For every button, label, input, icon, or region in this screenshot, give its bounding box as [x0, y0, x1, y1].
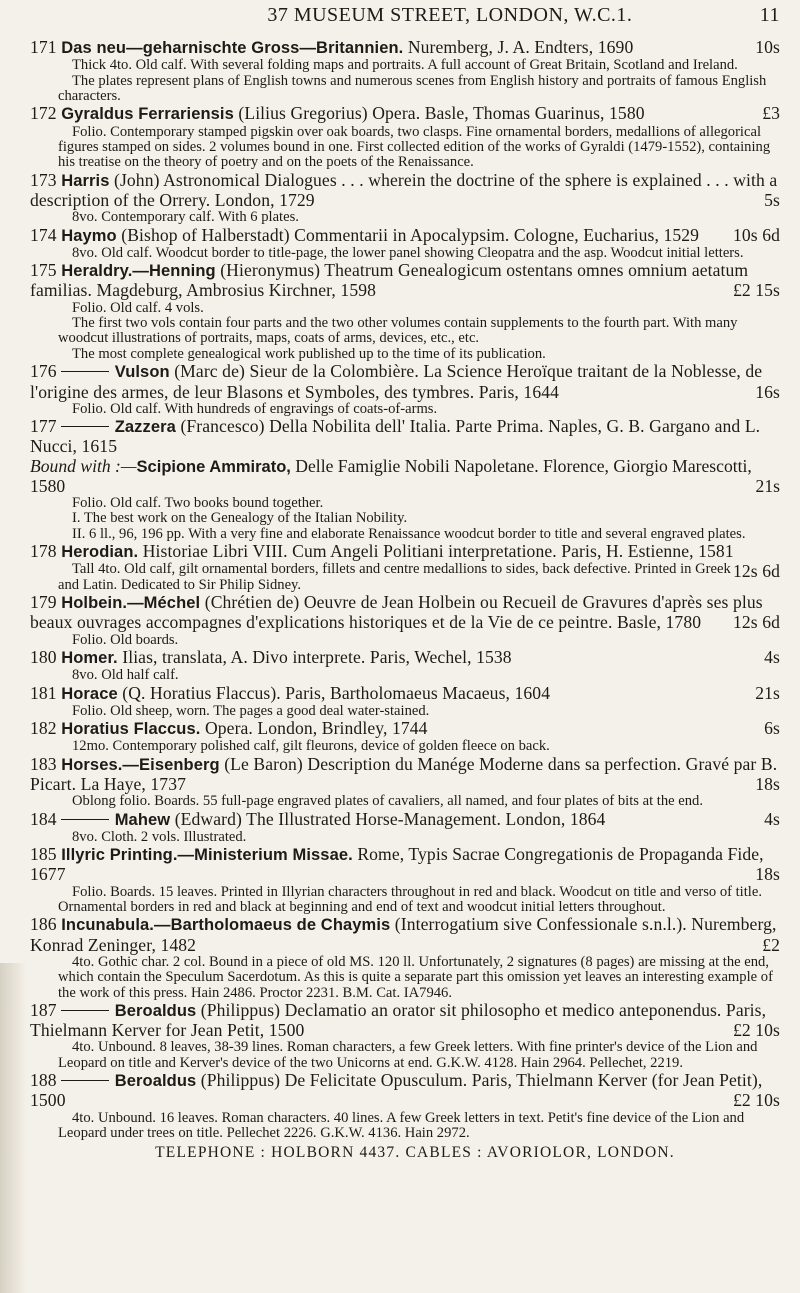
entry-description: 4to. Gothic char. 2 col. Bound in a piece of old MS. 120 ll. Unfortunately, 2 signatures (8 pages) are missing at the end, which contain the Speculum Sacerdotum. As this is quite a separate part this omission yet leaves an interesting example of the work of this press. Hain 2486. Proctor 2231. B.M. Cat. IA7946. — [58, 953, 773, 1001]
entry-number: 176 — [30, 361, 57, 382]
entry-title-imprint: (Bishop of Halberstadt) Commentarii in Apocalypsim. Cologne, Eucharius, 1529 — [121, 224, 700, 245]
entry-number: 188 — [30, 1070, 57, 1091]
entry-author-name: Mahew — [114, 810, 171, 829]
page-edge-shadow — [0, 963, 26, 1293]
entry-number: 185 — [30, 844, 57, 865]
entry-author-name: Illyric Printing.—Ministerium Missae. — [61, 846, 353, 865]
entry-title-imprint: (Edward) The Illustrated Horse-Management. London, 1864 — [174, 808, 606, 829]
entry-title-imprint: (Philippus) Declamatio an orator sit philosopho et medico anteponendus. Paris, Thielmann Kerver for Jean Petit, 1500 — [30, 1000, 767, 1041]
catalogue-entry — [30, 755, 780, 810]
entry-number: 179 — [30, 592, 57, 613]
entry-author-name: Incunabula.—Bartholomaeus de Chaymis — [61, 916, 391, 935]
entry-number: 175 — [30, 260, 57, 281]
entry-title-imprint: (Philippus) De Felicitate Opusculum. Paris, Thielmann Kerver (for Jean Petit), 1500 — [30, 1070, 763, 1111]
entry-number: 186 — [30, 914, 57, 935]
entry-author-name: Horace — [61, 684, 118, 703]
entry-heading — [30, 684, 780, 704]
entry-price: 4s — [764, 808, 780, 829]
entry-price: 18s — [755, 774, 780, 794]
catalogue-entry — [30, 226, 780, 262]
catalogue-page — [30, 0, 780, 1162]
entry-price: 12s 6d — [732, 612, 780, 633]
entry-heading — [30, 755, 780, 794]
catalogue-entry — [30, 1001, 780, 1071]
entry-description: Folio. Old sheep, worn. The pages a good deal water-stained. — [72, 702, 430, 719]
entry-description: Tall 4to. Old calf, gilt ornamental borders, fillets and centre medallions to sides, back defective. Printed in Greek and Latin. Dedicated to Sir Philip Sidney. — [58, 561, 731, 593]
catalogue-entry — [30, 648, 780, 684]
entry-title-imprint: (Le Baron) Description du Manége Moderne dans sa perfection. Gravé par B. Picart. La Haye, 1737 — [30, 753, 778, 794]
entry-price: 18s — [755, 864, 780, 885]
catalogue-entry — [30, 362, 780, 417]
entry-number: 177 — [30, 416, 57, 437]
entry-title-imprint: Nuremberg, J. A. Endters, 1690 — [407, 37, 634, 57]
ditto-rule — [61, 1080, 109, 1081]
entry-price: 5s — [764, 190, 780, 211]
entry-heading — [30, 1071, 780, 1110]
entry-title-imprint: (Lilius Gregorius) Opera. Basle, Thomas Guarinus, 1580 — [238, 103, 645, 124]
entry-author-name: Heraldry.—Henning — [61, 262, 216, 281]
entry-author-name: Das neu—geharnischte Gross—Britannien. — [61, 39, 404, 57]
catalogue-entry — [30, 171, 780, 226]
entry-description: 8vo. Old calf. Woodcut border to title-page, the lower panel showing Cleopatra and the asp. Woodcut initial letters. — [72, 244, 744, 261]
catalogue-entries — [30, 38, 780, 1142]
entry-title-imprint: (John) Astronomical Dialogues . . . wherein the doctrine of the sphere is explained . . . with a description of the Orrery. London, 1729 — [30, 169, 778, 211]
entry-price: 16s — [755, 381, 780, 402]
catalogue-entry — [30, 417, 780, 542]
entry-description: II. 6 ll., 96, 196 pp. With a very fine and elaborate Renaissance woodcut border to title and several engraved plates. — [72, 525, 746, 542]
entry-description: The plates represent plans of English towns and numerous scenes from English history and portraits of famous English characters. — [58, 72, 767, 105]
entry-description: The first two vols contain four parts and the two other volumes contain supplements to the fourth part. With many woodcut illustrations of portraits, maps, coats of arms, devices, etc., etc. — [58, 315, 738, 347]
entry-description: Folio. Old calf. Two books bound together. — [72, 494, 324, 511]
ditto-rule — [61, 426, 109, 427]
entry-price: 4s — [764, 646, 780, 667]
entry-heading — [30, 104, 780, 124]
entry-title-imprint: Opera. London, Brindley, 1744 — [204, 718, 428, 739]
entry-description: 4to. Unbound. 8 leaves, 38-39 lines. Roman characters, a few Greek letters. With fine printer's device of the Lion and Leopard on title and Kerver's device of the two Unicorns at end. G.K.W. 4128. Hain 2964. Pellechet, 2219. — [58, 1039, 758, 1071]
entry-description: 8vo. Cloth. 2 vols. Illustrated. — [72, 828, 247, 845]
entry-author-name: Herodian. — [61, 543, 139, 562]
entry-heading — [30, 1001, 780, 1040]
entry-title-imprint: (Marc de) Sieur de la Colombière. La Science Heroïque traitant de la Noblesse, de l'origine des armes, de leur Blasons et Symboles, des tymbres. Paris, 1644 — [30, 361, 763, 402]
entry-author-name: Harris — [61, 171, 110, 190]
entry-heading — [30, 226, 780, 246]
entry-author-name: Horses.—Eisenberg — [61, 755, 220, 774]
entry-author-name: Beroaldus — [114, 1002, 197, 1021]
page-number: 11 — [759, 4, 780, 26]
catalogue-entry — [30, 261, 780, 362]
entry-number: 171 — [30, 37, 57, 57]
entry-price: £2 15s — [732, 280, 780, 301]
entry-heading — [30, 362, 780, 401]
page-header — [30, 4, 780, 38]
entry-description: 12mo. Contemporary polished calf, gilt fleurons, device of golden fleece on back. — [72, 738, 550, 755]
entry-price: 10s 6d — [732, 224, 780, 245]
entry-number: 187 — [30, 1000, 57, 1021]
bound-with-label: Bound with :— — [30, 455, 137, 476]
catalogue-entry — [30, 38, 780, 104]
entry-title-imprint: (Francesco) Della Nobilita dell' Italia. Parte Prima. Naples, G. B. Gargano and L. Nucci, 1615 — [30, 416, 761, 457]
ditto-rule — [61, 819, 109, 820]
entry-description: Folio. Contemporary stamped pigskin over oak boards, two clasps. Fine ornamental borders, medallions of allegorical figures stamped on sides. 2 volumes bound in one. First collected edition of the works of Gyraldi (1479-1552), containing his treatise on the theory of poetry and on the poets of the Renaissance. — [58, 123, 771, 171]
entry-author-name: Gyraldus Ferrariensis — [61, 105, 234, 124]
entry-description: Oblong folio. Boards. 55 full-page engraved plates of cavaliers, all named, and four plates of bits at the end. — [72, 793, 703, 810]
catalogue-entry — [30, 915, 780, 1001]
entry-title-imprint: (Chrétien de) Oeuvre de Jean Holbein ou Recueil de Gravures d'après ses plus beaux ouvrages accompagnes d'explications historiques et de la Vie de ce peintre. Basle, 1780 — [30, 592, 763, 633]
entry-author-name: Haymo — [61, 226, 117, 245]
entry-heading — [30, 915, 780, 954]
entry-heading — [30, 593, 780, 632]
entry-description: I. The best work on the Genealogy of the Italian Nobility. — [72, 510, 408, 527]
entry-description: 8vo. Old half calf. — [72, 667, 179, 684]
entry-author-name: Beroaldus — [114, 1072, 197, 1091]
ditto-rule — [61, 371, 109, 372]
entry-price: £2 10s — [732, 1090, 780, 1111]
entry-title-imprint: Ilias, translata, A. Divo interprete. Paris, Wechel, 1538 — [122, 646, 512, 667]
entry-heading — [30, 171, 780, 210]
entry-price: 21s — [755, 475, 780, 496]
entry-title-imprint: Historiae Libri VIII. Cum Angeli Politiani interpretatione. Paris, H. Estienne, 1581 — [142, 541, 734, 562]
entry-heading — [30, 845, 780, 884]
entry-price: 21s — [755, 682, 780, 703]
catalogue-entry — [30, 810, 780, 846]
entry-description: 4to. Unbound. 16 leaves. Roman characters. 40 lines. A few Greek letters in text. Petit's fine device of the Lion and Leopard under trees on title. Pellechet 2226. G.K.W. 4136. Hain 2972. — [58, 1109, 745, 1142]
entry-heading — [30, 810, 780, 830]
entry-title-imprint: (Interrogatium sive Confessionale s.n.l.). Nuremberg, Konrad Zeninger, 1482 — [30, 914, 777, 955]
entry-price: £3 — [762, 103, 780, 124]
bound-with-author: Scipione Ammirato, — [136, 457, 291, 476]
catalogue-entry — [30, 719, 780, 755]
entry-author-name: Horatius Flaccus. — [61, 720, 201, 739]
catalogue-entry — [30, 684, 780, 720]
bound-with-title: Delle Famiglie Nobili Napoletane. Florence, Giorgio Marescotti, 1580 — [30, 455, 752, 496]
entry-number: 183 — [30, 753, 57, 774]
entry-number: 172 — [30, 103, 57, 124]
entry-description: Thick 4to. Old calf. With several folding maps and portraits. A full account of Great Britain, Scotland and Ireland. — [72, 57, 738, 74]
entry-heading — [30, 38, 780, 58]
entry-description: Folio. Old boards. — [72, 631, 179, 648]
entry-description: 8vo. Contemporary calf. With 6 plates. — [72, 209, 299, 226]
entry-author-name: Vulson — [114, 363, 170, 382]
entry-price: £2 10s — [732, 1020, 780, 1041]
entry-title-imprint: (Hieronymus) Theatrum Genealogicum ostentans omnes omnium aetatum familias. Magdeburg, Ambrosius Kirchner, 1598 — [30, 260, 749, 301]
entry-heading — [30, 648, 780, 668]
entry-price: £2 — [762, 934, 780, 955]
catalogue-entry — [30, 542, 780, 593]
entry-description: The most complete genealogical work published up to the time of its publication. — [72, 345, 546, 362]
catalogue-entry — [30, 104, 780, 170]
entry-number: 184 — [30, 808, 57, 829]
catalogue-entry — [30, 845, 780, 915]
catalogue-entry — [30, 1071, 780, 1141]
entry-price: 6s — [764, 718, 780, 739]
entry-number: 173 — [30, 169, 57, 190]
entry-number: 182 — [30, 718, 57, 739]
entry-number: 181 — [30, 682, 57, 703]
entry-heading — [30, 417, 780, 456]
entry-price: 12s 6d — [732, 561, 780, 582]
entry-price: 10s — [755, 37, 780, 57]
entry-heading — [30, 261, 780, 300]
bound-with-line — [30, 457, 780, 496]
entry-description: Folio. Old calf. With hundreds of engravings of coats-of-arms. — [72, 400, 438, 417]
entry-description: Folio. Boards. 15 leaves. Printed in Illyrian characters throughout in red and black. Woodcut on title and verso of title. Ornamental borders in red and black at beginning and end of text and woodcut initial letters throughout. — [58, 883, 762, 916]
entry-author-name: Homer. — [61, 648, 118, 667]
page-footer-contact: TELEPHONE : HOLBORN 4437. CABLES : AVORIOLOR, LONDON. — [155, 1143, 675, 1161]
entry-number: 178 — [30, 541, 57, 562]
entry-author-name: Holbein.—Méchel — [61, 594, 201, 613]
entry-title-imprint: Rome, Typis Sacrae Congregationis de Propaganda Fide, 1677 — [30, 844, 764, 885]
entry-heading — [30, 719, 780, 739]
entry-title-imprint: (Q. Horatius Flaccus). Paris, Bartholomaeus Macaeus, 1604 — [122, 682, 551, 703]
page-header-address: 37 MUSEUM STREET, LONDON, W.C.1. — [267, 4, 633, 26]
ditto-rule — [61, 1010, 109, 1011]
entry-description: Folio. Old calf. 4 vols. — [72, 299, 204, 316]
catalogue-entry — [30, 593, 780, 648]
entry-number: 180 — [30, 646, 57, 667]
entry-author-name: Zazzera — [114, 418, 176, 437]
entry-number: 174 — [30, 224, 57, 245]
